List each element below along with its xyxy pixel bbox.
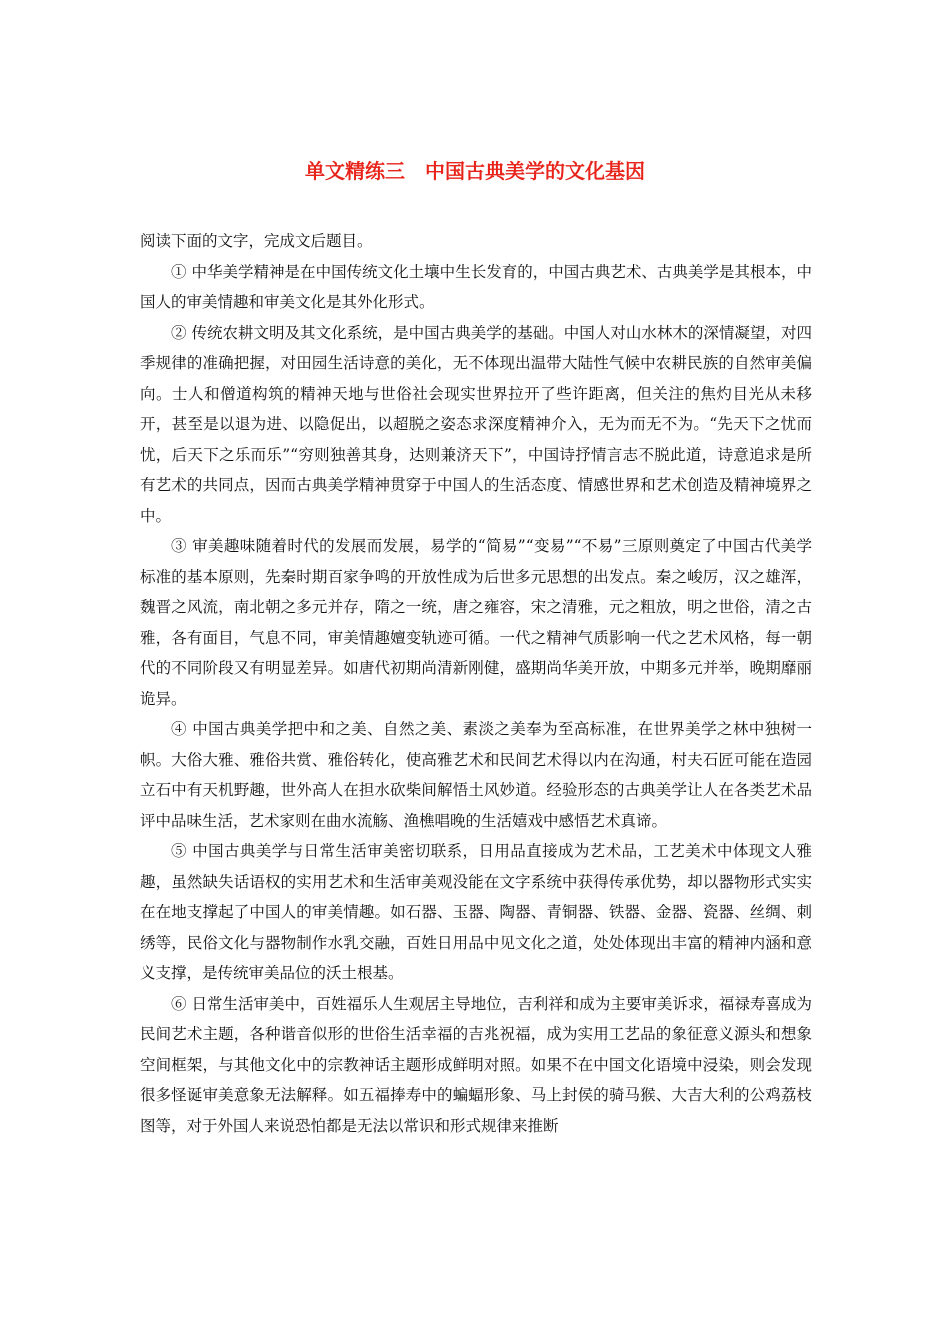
document-title: 单文精练三 中国古典美学的文化基因: [305, 159, 645, 183]
paragraph-2: ② 传统农耕文明及其文化系统，是中国古典美学的基础。中国人对山水林木的深情凝望，对四季规律的准确把握，对田园生活诗意的美化，无不体现出温带大陆性气候中农耕民族的自然审美偏向。士人和僧道构筑的精神天地与世俗社会现实世界拉开了些许距离，但关注的焦灼目光从未移开，甚至是以退为进、以隐促出，以超脱之姿态求深度精神介入，无为而无不为。“先天下之忧而忧，后天下之乐而乐”“穷则独善其身，达则兼济天下”，中国诗抒情言志不脱此道，诗意追求是所有艺术的共同点，因而古典美学精神贯穿于中国人的生活态度、情感世界和艺术创造及精神境界之中。: [140, 323, 812, 525]
paragraph-4: ④ 中国古典美学把中和之美、自然之美、素淡之美奉为至高标准，在世界美学之林中独树一帜。大俗大雅、雅俗共赏、雅俗转化，使高雅艺术和民间艺术得以内在沟通，村夫石匠可能在造园立石中有天机野趣，世外高人在担水砍柴间解悟土风妙道。经验形态的古典美学让人在各类艺术品评中品味生活，艺术家则在曲水流觞、渔樵唱晚的生活嬉戏中感悟艺术真谛。: [140, 720, 812, 830]
intro-instruction: 阅读下面的文字，完成文后题目。: [140, 232, 373, 250]
paragraph-3: ③ 审美趣味随着时代的发展而发展，易学的“简易”“变易”“不易”三原则奠定了中国古代美学标准的基本原则，先秦时期百家争鸣的开放性成为后世多元思想的出发点。秦之峻厉，汉之雄浑，魏晋之风流，南北朝之多元并存，隋之一统，唐之雍容，宋之清雅，元之粗放，明之世俗，清之古雅，各有面目，气息不同，审美情趣嬗变轨迹可循。一代之精神气质影响一代之艺术风格，每一朝代的不同阶段又有明显差异。如唐代初期尚清新刚健，盛期尚华美开放，中期多元并举，晚期靡丽诡异。: [140, 537, 812, 708]
paragraph-5: ⑤ 中国古典美学与日常生活审美密切联系，日用品直接成为艺术品，工艺美术中体现文人雅趣，虽然缺失话语权的实用艺术和生活审美观没能在文字系统中获得传承优势，却以器物形式实实在在地支撑起了中国人的审美情趣。如石器、玉器、陶器、青铜器、铁器、金器、瓷器、丝绸、刺绣等，民俗文化与器物制作水乳交融，百姓日用品中见文化之道，处处体现出丰富的精神内涵和意义支撑，是传统审美品位的沃土根基。: [140, 842, 812, 982]
paragraph-1: ① 中华美学精神是在中国传统文化土壤中生长发育的，中国古典艺术、古典美学是其根本，中国人的审美情趣和审美文化是其外化形式。: [140, 262, 812, 311]
paragraph-6: ⑥ 日常生活审美中，百姓福乐人生观居主导地位，吉利祥和成为主要审美诉求，福禄寿喜成为民间艺术主题，各种谐音似形的世俗生活幸福的吉兆祝福，成为实用工艺品的象征意义源头和想象空间框架，与其他文化中的宗教神话主题形成鲜明对照。如果不在中国文化语境中浸染，则会发现很多怪诞审美意象无法解释。如五福捧寿中的蝙蝠形象、马上封侯的骑马猴、大吉大利的公鸡荔枝图等，对于外国人来说恐怕都是无法以常识和形式规律来推断: [140, 994, 812, 1135]
document-body: [140, 226, 812, 1141]
